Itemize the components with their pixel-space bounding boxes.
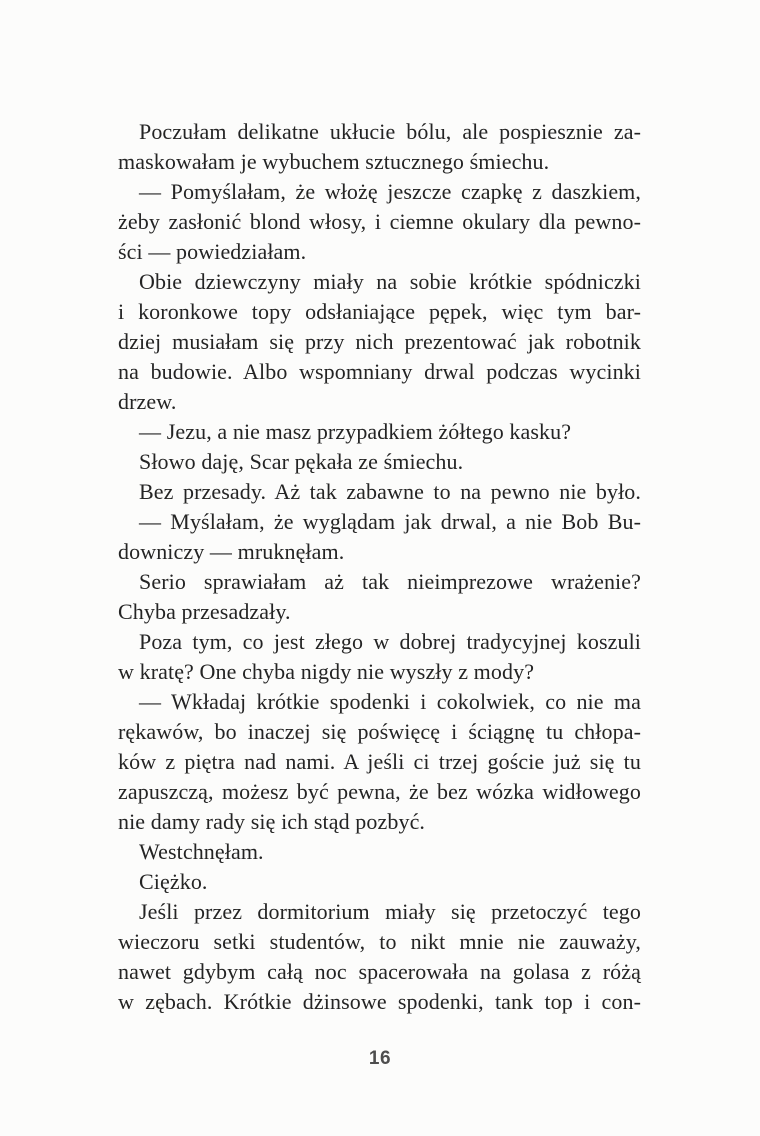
text-line: żeby zasłonić blond włosy, i ciemne okulary dla pewno- (118, 209, 641, 234)
text-line: dziej musiałam się przy nich prezentować jak robotnik (118, 329, 641, 354)
text-line: w zębach. Krótkie dżinsowe spodenki, tank top i con- (118, 989, 641, 1014)
text-line: Jeśli przez dormitorium miały się przetoczyć tego (139, 899, 641, 924)
text-line: i koronkowe topy odsłaniające pępek, więc tym bar- (118, 299, 641, 324)
text-line: — Jezu, a nie masz przypadkiem żółtego kasku? (139, 419, 572, 444)
text-line: wieczoru setki studentów, to nikt mnie nie zauważy, (118, 929, 641, 954)
text-line: w kratę? One chyba nigdy nie wyszły z mody? (118, 659, 535, 684)
text-line: na budowie. Albo wspomniany drwal podczas wycinki (118, 359, 641, 384)
text-line: — Myślałam, że wyglądam jak drwal, a nie Bob Bu- (139, 509, 641, 534)
text-line: Westchnęłam. (139, 839, 264, 864)
text-line: Poza tym, co jest złego w dobrej tradycyjnej koszuli (139, 629, 641, 654)
text-line: downiczy — mruknęłam. (118, 539, 345, 564)
text-line: nie damy rady się ich stąd pozbyć. (118, 809, 426, 834)
text-line: ści — powiedziałam. (118, 239, 307, 264)
text-line: Obie dziewczyny miały na sobie krótkie spódniczki (139, 269, 641, 294)
text-line: zapuszczą, możesz być pewna, że bez wózka widłowego (118, 779, 641, 804)
page-number: 16 (368, 1048, 392, 1069)
text-line: Chyba przesadzały. (118, 599, 291, 624)
text-line: Serio sprawiałam aż tak nieimprezowe wrażenie? (139, 569, 641, 594)
text-line: ków z piętra nad nami. A jeśli ci trzej goście już się tu (118, 749, 641, 774)
text-line: — Pomyślałam, że włożę jeszcze czapkę z daszkiem, (139, 179, 641, 204)
text-line: drzew. (118, 389, 177, 414)
text-line: — Wkładaj krótkie spodenki i cokolwiek, co nie ma (139, 689, 641, 714)
text-line: nawet gdybym całą noc spacerowała na golasa z różą (118, 959, 641, 984)
text-line: maskowałam je wybuchem sztucznego śmiechu. (118, 149, 550, 174)
text-line: rękawów, bo inaczej się poświęcę i ściągnę tu chłopa- (118, 719, 641, 744)
text-line: Ciężko. (139, 869, 208, 894)
text-line: Słowo daję, Scar pękała ze śmiechu. (139, 449, 464, 474)
text-line: Poczułam delikatne ukłucie bólu, ale pospiesznie za- (139, 119, 641, 144)
text-line: Bez przesady. Aż tak zabawne to na pewno nie było. (139, 479, 641, 504)
page-text (118, 117, 641, 1017)
